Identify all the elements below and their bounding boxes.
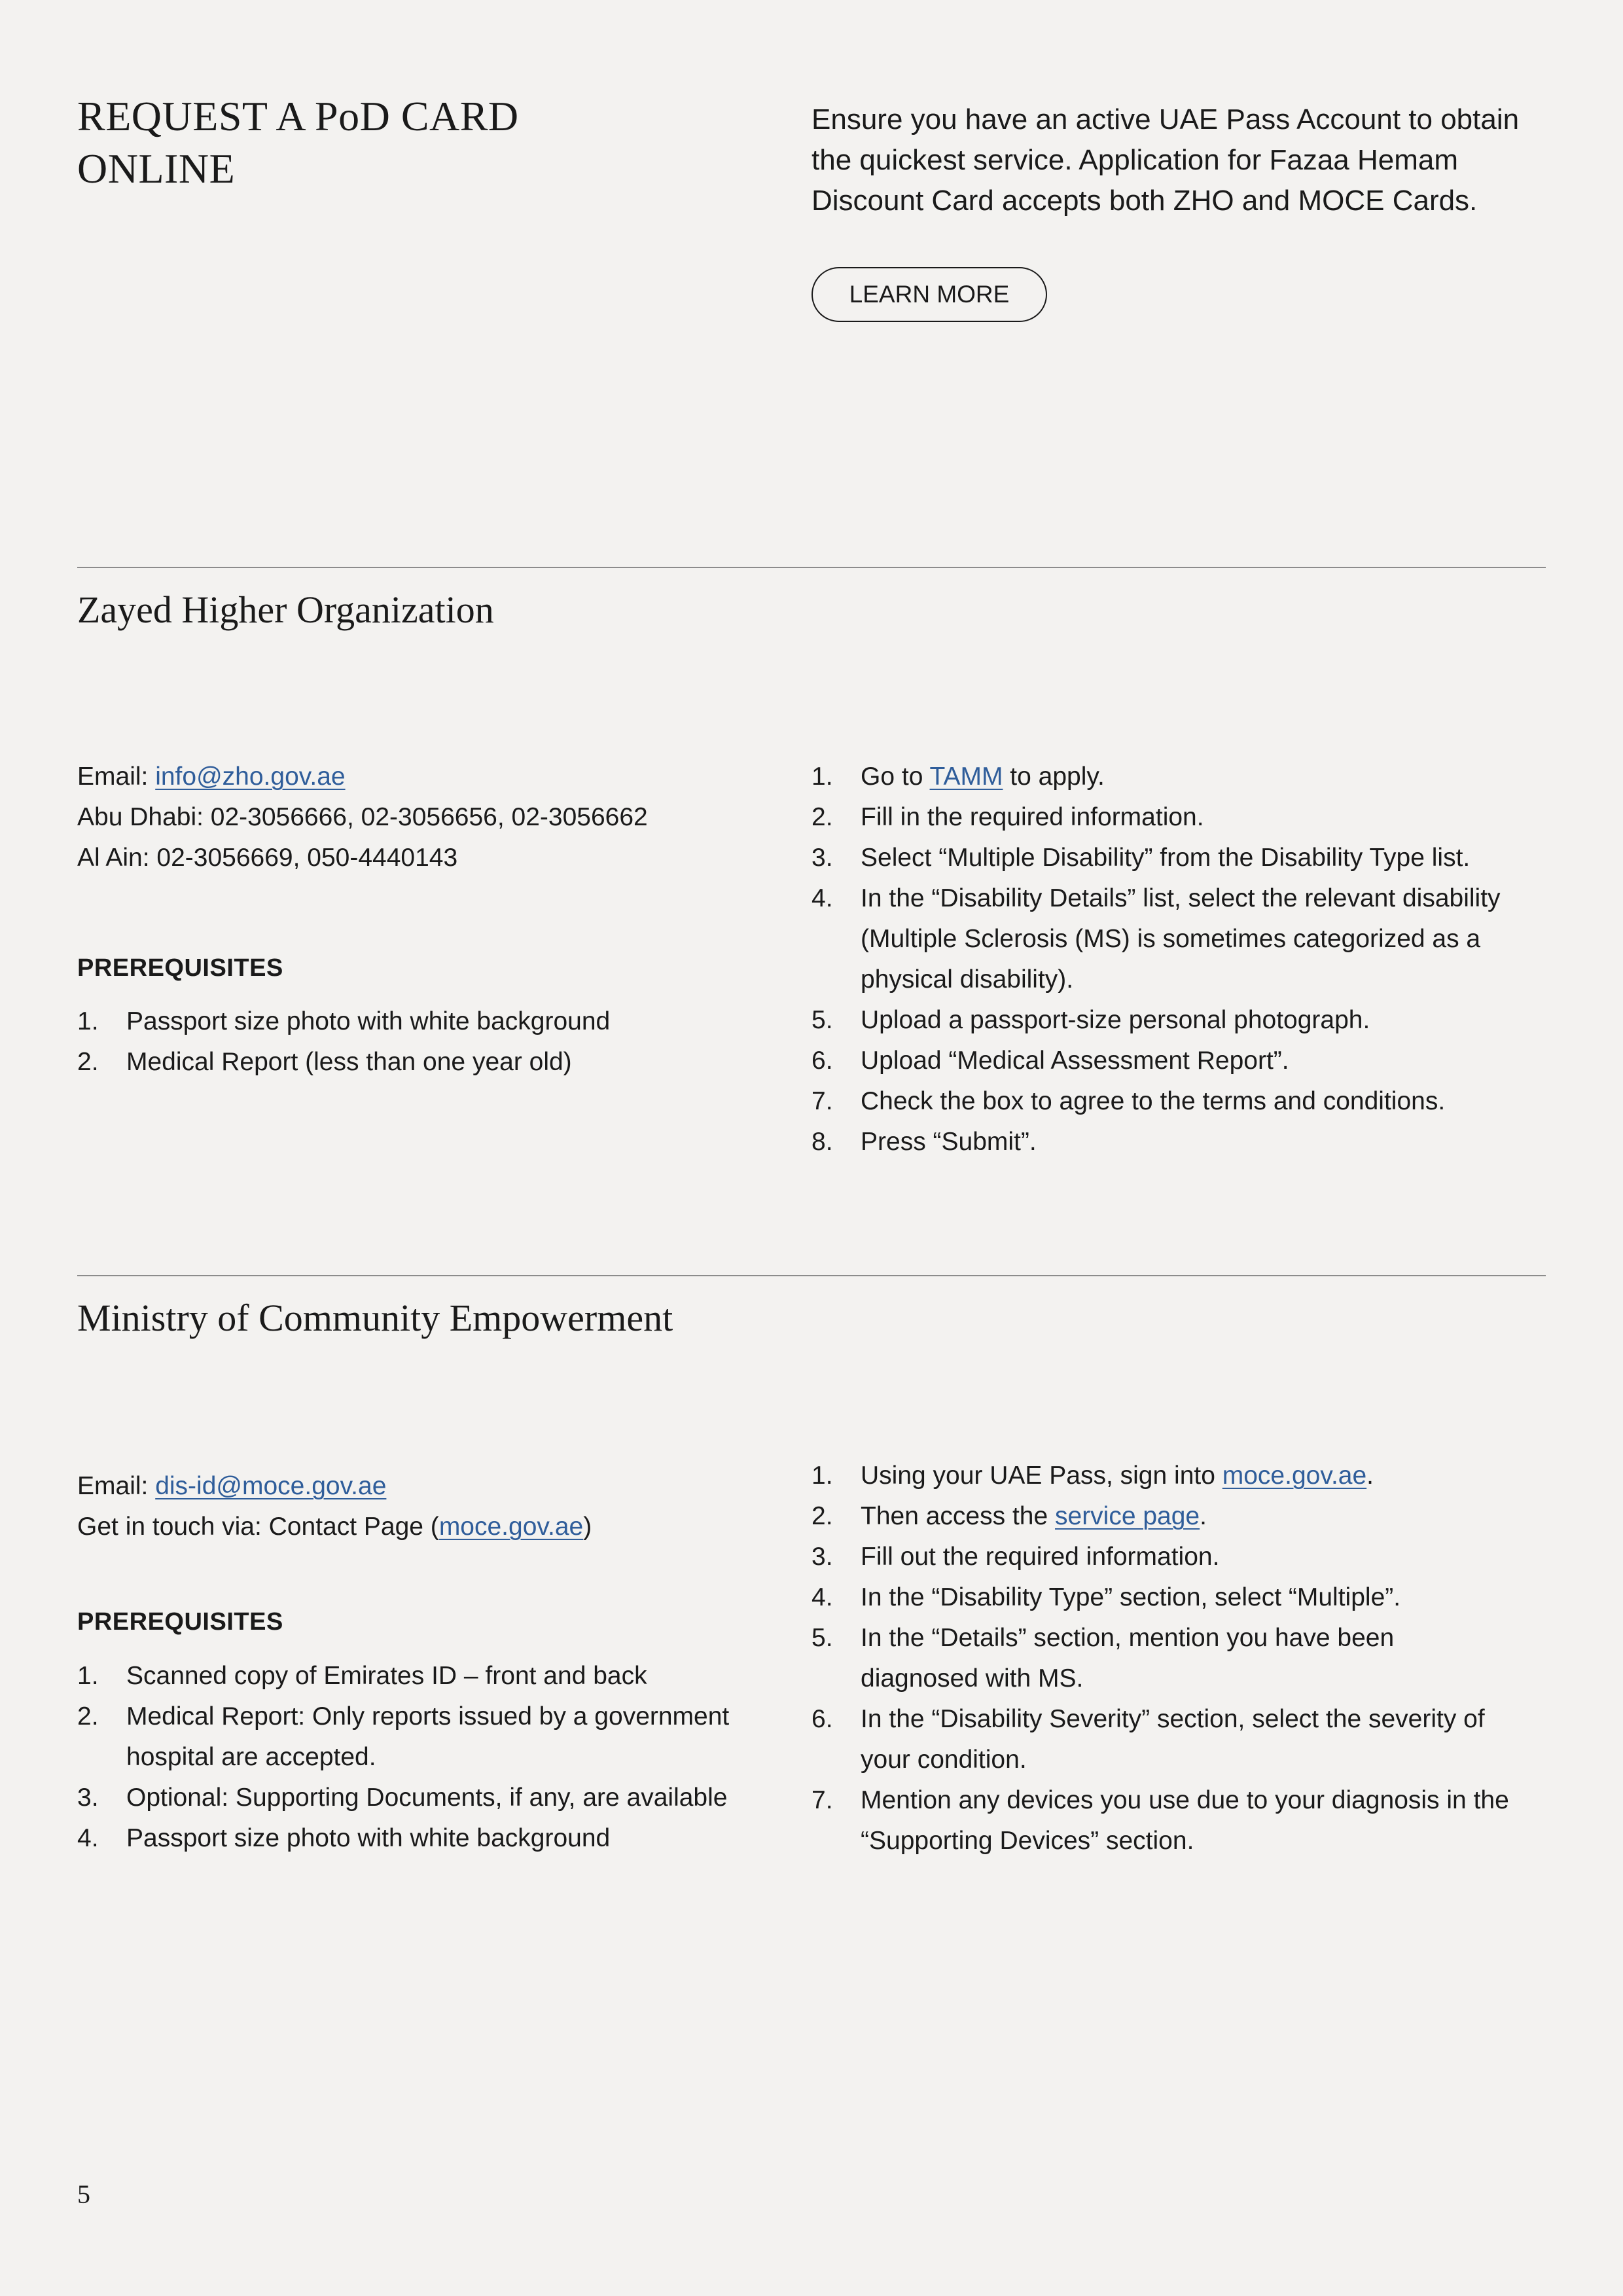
list-number: 6. (812, 1047, 833, 1075)
list-number: 1. (77, 1662, 99, 1690)
list-item (77, 1696, 732, 1778)
list-item (812, 1699, 1518, 1780)
list-item (812, 878, 1518, 1000)
list-text: Fill in the required information. (861, 803, 1204, 831)
section-title-moce: Ministry of Community Empowerment (77, 1297, 673, 1339)
section-title-zho: Zayed Higher Organization (77, 588, 494, 631)
list-number: 2. (77, 1702, 99, 1731)
contact-text: Get in touch via: Contact Page ( (77, 1513, 439, 1541)
list-number: 1. (77, 1007, 99, 1035)
list-text: Scanned copy of Emirates ID – front and back (126, 1662, 647, 1690)
moce-site-link[interactable]: moce.gov.ae (1222, 1462, 1367, 1490)
moce-contact-link[interactable]: moce.gov.ae (438, 1513, 584, 1541)
list-item (812, 1618, 1518, 1699)
list-item (812, 1041, 1518, 1081)
zho-email-link[interactable]: info@zho.gov.ae (155, 762, 346, 791)
moce-email-line (77, 1466, 732, 1507)
list-text: Fill out the required information. (861, 1543, 1220, 1571)
list-text: Medical Report (less than one year old) (126, 1048, 572, 1076)
zho-prereq-heading: PREREQUISITES (77, 954, 283, 982)
list-text: . (1200, 1502, 1207, 1530)
list-number: 8. (812, 1128, 833, 1156)
zho-prereq-list (77, 1001, 732, 1083)
list-text: In the “Disability Details” list, select the relevant disability (Multiple Sclerosis (MS) is sometimes categorized as a physical disability). (861, 884, 1501, 994)
zho-al-ain-phones: Al Ain: 02-3056669, 050-4440143 (77, 844, 458, 872)
list-item (77, 1042, 732, 1083)
zho-contact-block (77, 757, 732, 878)
list-text: Optional: Supporting Documents, if any, are available (126, 1784, 728, 1812)
list-item (812, 1537, 1518, 1577)
list-text: Go to (861, 762, 930, 791)
list-text: Using your UAE Pass, sign into (861, 1462, 1222, 1490)
moce-contact-block (77, 1466, 732, 1547)
list-item (812, 1577, 1518, 1618)
list-number: 5. (812, 1624, 833, 1652)
list-text: to apply. (1003, 762, 1105, 791)
list-text: Passport size photo with white background (126, 1007, 611, 1035)
email-label: Email: (77, 1472, 156, 1500)
list-text: In the “Disability Severity” section, select the severity of your condition. (861, 1705, 1485, 1774)
moce-steps-list (812, 1456, 1518, 1861)
service-page-link[interactable]: service page (1055, 1502, 1200, 1530)
tamm-link[interactable]: TAMM (929, 762, 1003, 791)
zho-email-line (77, 757, 732, 797)
list-text: Medical Report: Only reports issued by a government hospital are accepted. (126, 1702, 730, 1771)
list-text: In the “Details” section, mention you have been diagnosed with MS. (861, 1624, 1395, 1693)
zho-abu-dhabi-phones: Abu Dhabi: 02-3056666, 02-3056656, 02-3056662 (77, 803, 648, 831)
list-number: 7. (812, 1786, 833, 1814)
list-text: . (1366, 1462, 1374, 1490)
list-item (77, 1001, 732, 1042)
list-item (812, 1496, 1518, 1537)
list-text: Then access the (861, 1502, 1055, 1530)
list-text: In the “Disability Type” section, select “Multiple”. (861, 1583, 1401, 1611)
list-number: 5. (812, 1006, 833, 1034)
list-item (812, 1456, 1518, 1496)
list-item (77, 1778, 732, 1818)
list-text: Mention any devices you use due to your diagnosis in the “Supporting Devices” section. (861, 1786, 1509, 1855)
list-item (812, 757, 1518, 797)
contact-text: ) (583, 1513, 592, 1541)
list-number: 4. (77, 1824, 99, 1852)
page-title: REQUEST A PoD CARD ONLINE (77, 93, 519, 192)
list-item (812, 1122, 1518, 1162)
moce-prereq-heading: PREREQUISITES (77, 1608, 283, 1636)
list-text: Press “Submit”. (861, 1128, 1037, 1156)
list-item (812, 838, 1518, 878)
list-item (812, 1081, 1518, 1122)
page-number: 5 (77, 2179, 90, 2209)
list-text: Check the box to agree to the terms and conditions. (861, 1087, 1446, 1115)
list-number: 2. (812, 1502, 833, 1530)
list-number: 3. (812, 844, 833, 872)
list-text: Upload “Medical Assessment Report”. (861, 1047, 1289, 1075)
list-number: 1. (812, 762, 833, 791)
learn-more-button[interactable]: LEARN MORE (812, 267, 1047, 322)
list-number: 3. (77, 1784, 99, 1812)
moce-prereq-list (77, 1656, 732, 1859)
list-item (812, 1780, 1518, 1861)
zho-steps-list (812, 757, 1518, 1162)
moce-email-link[interactable]: dis-id@moce.gov.ae (155, 1472, 387, 1500)
list-number: 3. (812, 1543, 833, 1571)
list-item (77, 1656, 732, 1696)
list-number: 1. (812, 1462, 833, 1490)
list-number: 2. (77, 1048, 99, 1076)
list-item (812, 797, 1518, 838)
list-item (77, 1818, 732, 1859)
list-number: 4. (812, 884, 833, 912)
moce-contact-line (77, 1507, 732, 1547)
list-text: Select “Multiple Disability” from the Disability Type list. (861, 844, 1471, 872)
email-label: Email: (77, 762, 156, 791)
intro-text: Ensure you have an active UAE Pass Account to obtain the quickest service. Application for Fazaa Hemam Discount Card accepts both ZHO and MOCE Cards. (812, 103, 1520, 217)
list-text: Passport size photo with white background (126, 1824, 611, 1852)
list-number: 7. (812, 1087, 833, 1115)
list-number: 6. (812, 1705, 833, 1733)
section-divider (77, 567, 1546, 568)
list-number: 2. (812, 803, 833, 831)
list-item (812, 1000, 1518, 1041)
list-number: 4. (812, 1583, 833, 1611)
list-text: Upload a passport-size personal photograph. (861, 1006, 1370, 1034)
section-divider (77, 1275, 1546, 1276)
